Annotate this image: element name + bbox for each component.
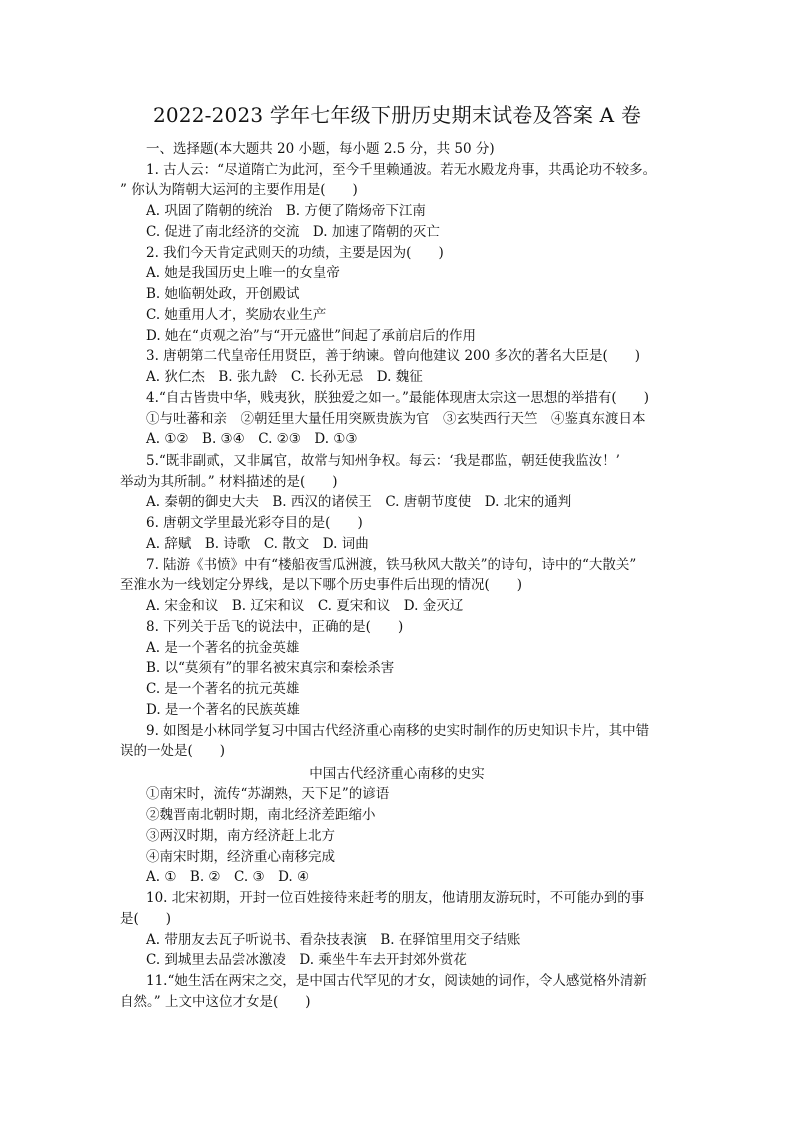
question-4-options: A. ①② B. ③④ C. ②③ D. ①③ [146,431,358,447]
knowledge-card-item-1: ①南宋时，流传“苏湖熟，天下足”的谚语 [146,786,390,802]
question-6-stem: 6. 唐朝文学里最光彩夺目的是( ) [146,515,363,531]
knowledge-card-title: 中国古代经济重心南移的史实 [309,766,485,782]
question-1-option-ab: A. 巩固了隋朝的统治 B. 方便了隋炀帝下江南 [146,203,426,219]
page-title: 2022-2023 学年七年级下册历史期末试卷及答案 A 卷 [152,103,642,127]
question-2-option-b: B. 她临朝处政，开创殿试 [146,286,300,302]
question-1-option-cd: C. 促进了南北经济的交流 D. 加速了隋朝的灭亡 [146,224,440,240]
question-8-stem: 8. 下列关于岳飞的说法中，正确的是( ) [146,619,404,635]
question-5-line-2: 举动为其所制。” 材料描述的是( ) [120,474,338,490]
knowledge-card-item-3: ③两汉时期，南方经济赶上北方 [146,828,335,844]
question-8-option-c: C. 是一个著名的抗元英雄 [146,681,300,697]
section-heading: 一、选择题(本大题共 20 小题，每小题 2.5 分，共 50 分) [146,141,495,157]
question-2-stem: 2. 我们今天肯定武则天的功绩，主要是因为( ) [146,245,444,261]
question-4-items: ①与吐蕃和亲 ②朝廷里大量任用突厥贵族为官 ③玄奘西行天竺 ④鉴真东渡日本 [146,411,646,427]
question-7-line-2: 至淮水为一线划定分界线，是以下哪个历史事件后出现的情况( ) [120,577,523,593]
question-10-option-ab: A. 带朋友去瓦子听说书、看杂技表演 B. 在驿馆里用交子结账 [146,932,521,948]
question-8-option-a: A. 是一个著名的抗金英雄 [146,640,300,656]
question-8-option-d: D. 是一个著名的民族英雄 [146,702,300,718]
question-6-options: A. 辞赋 B. 诗歌 C. 散文 D. 词曲 [146,536,369,552]
question-3-stem: 3. 唐朝第二代皇帝任用贤臣，善于纳谏。曾向他建议 200 多次的著名大臣是( ) [146,348,641,364]
question-5-line-1: 5.“既非副贰，又非属官，故常与知州争权。每云：‘我是郡监，朝廷使我监汝！’ [146,453,620,469]
question-2-option-d: D. 她在“贞观之治”与“开元盛世”间起了承前启后的作用 [146,328,477,344]
question-1-line-1: 1. 古人云：“尽道隋亡为此河，至今千里赖通波。若无水殿龙舟事，共禹论功不较多。 [146,162,657,178]
question-10-line-1: 10. 北宋初期，开封一位百姓接待来赶考的朋友，他请朋友游玩时，不可能办到的事 [146,890,645,906]
question-1-line-2: ” 你认为隋朝大运河的主要作用是( ) [120,182,358,198]
question-2-option-a: A. 她是我国历史上唯一的女皇帝 [146,265,340,281]
question-10-line-2: 是( ) [120,911,172,927]
question-4-stem: 4.“自古皆贵中华，贱夷狄，朕独爱之如一。”最能体现唐太宗这一思想的举措有( ) [146,390,649,406]
question-10-option-cd: C. 到城里去品尝冰激凌 D. 乘坐牛车去开封郊外赏花 [146,952,467,968]
question-3-options: A. 狄仁杰 B. 张九龄 C. 长孙无忌 D. 魏征 [146,369,423,385]
knowledge-card-item-2: ②魏晋南北朝时期，南北经济差距缩小 [146,807,376,823]
question-5-options: A. 秦朝的御史大夫 B. 西汉的诸侯王 C. 唐朝节度使 D. 北宋的通判 [146,494,572,510]
question-7-line-1: 7. 陆游《书愤》中有“楼船夜雪瓜洲渡，铁马秋风大散关”的诗句，诗中的“大散关” [146,557,637,573]
question-11-line-2: 自然。” 上文中这位才女是( ) [120,994,311,1010]
question-11-line-1: 11.“她生活在两宋之交，是中国古代罕见的才女，阅读她的词作，令人感觉格外清新 [146,973,647,989]
knowledge-card-item-4: ④南宋时期，经济重心南移完成 [146,849,335,865]
question-9-line-1: 9. 如图是小林同学复习中国古代经济重心南移的史实时制作的历史知识卡片，其中错 [146,723,650,739]
question-9-options: A. ① B. ② C. ③ D. ④ [146,869,310,885]
question-8-option-b: B. 以“莫须有”的罪名被宋真宗和秦桧杀害 [146,660,395,676]
question-9-line-2: 误的一处是( ) [120,743,226,759]
question-2-option-c: C. 她重用人才，奖励农业生产 [146,307,327,323]
question-7-options: A. 宋金和议 B. 辽宋和议 C. 夏宋和议 D. 金灭辽 [146,598,464,614]
